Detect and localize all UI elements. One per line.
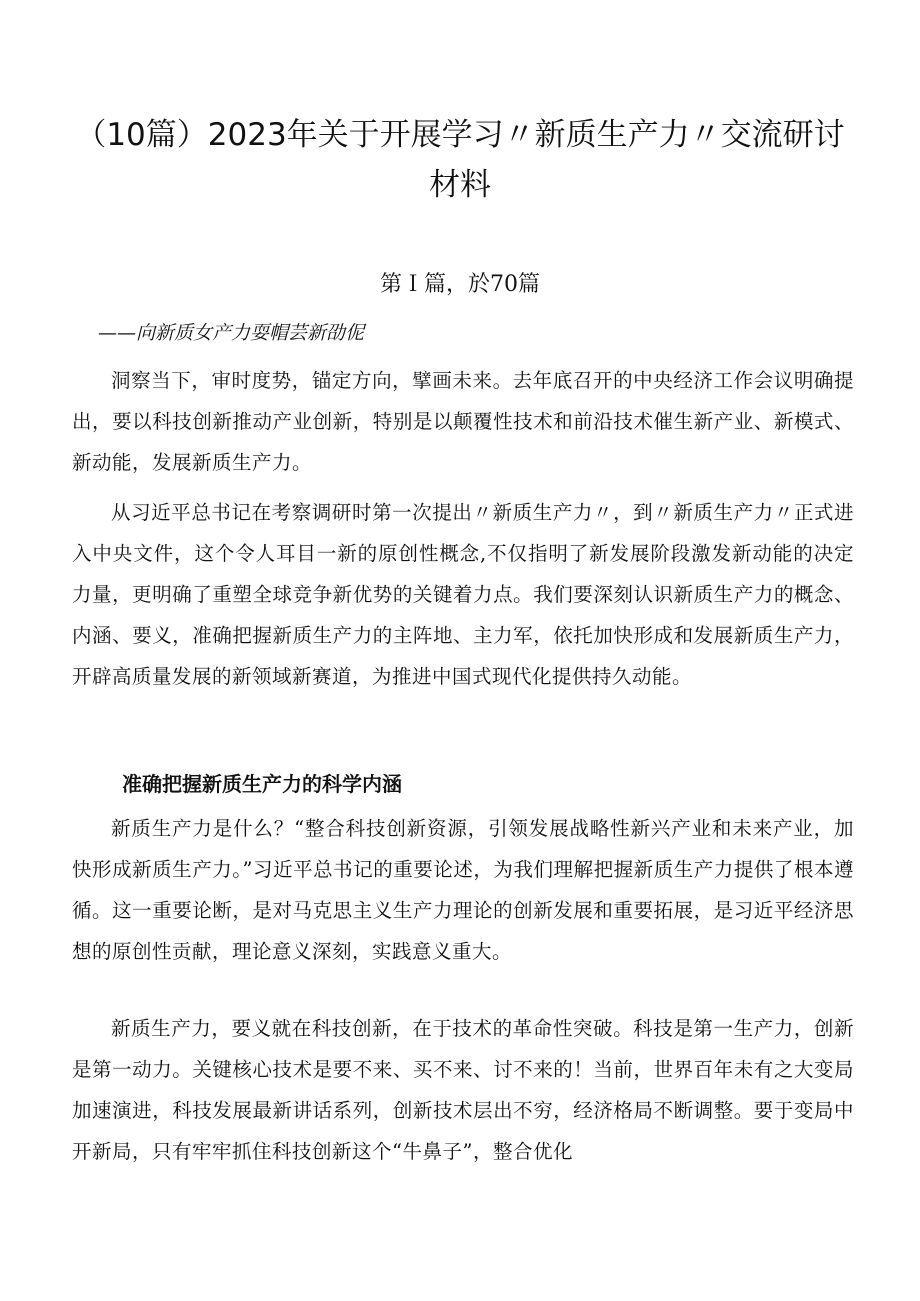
subheading-scientific-connotation: 准确把握新质生产力的科学内涵 [122, 772, 402, 796]
paragraph-4: 新质生产力，要义就在科技创新，在于技术的革命性突破。科技是第一生产力，创新是第一动力。关键核心技术是要不来、买不来、讨不来的！当前，世界百年未有之大变局加速演进，科技发展最新讲话系列，创新技术层出不穷，经济格局不断调整。要于变局中开新局，只有牢牢抓住科技创新这个“牛鼻子”，整合优化 [72, 1017, 854, 1163]
paragraph-2: 从习近平总书记在考察调研时第一次提出〃新质生产力〃，到〃新质生产力〃正式进入中央文件，这个令人耳目一新的原创性概念,不仅指明了新发展阶段激发新动能的决定力量，更明确了重塑全球竞争新优势的关键着力点。我们要深刻认识新质生产力的概念、内涵、要义，准确把握新质生产力的主阵地、主力军，依托加快形成和发展新质生产力，开辟高质量发展的新领域新赛道，为推进中国式现代化提供持久动能。 [72, 501, 854, 688]
document-title: （10篇）2023年关于开展学习〃新质生产力〃交流研讨材料 [75, 117, 845, 203]
paragraph-3: 新质生产力是什么？“整合科技创新资源，引领发展战略性新兴产业和未来产业，加快形成新质生产力。”习近平总书记的重要论述，为我们理解把握新质生产力提供了根本遵循。这一重要论断，是对马克思主义生产力理论的创新发展和重要拓展，是习近平经济思想的原创性贡献，理论意义深刻，实践意义重大。 [72, 817, 854, 963]
paragraph-1: 洞察当下，审时度势，锚定方向，擘画未来。去年底召开的中央经济工作会议明确提出，要以科技创新推动产业创新，特别是以颠覆性技术和前沿技术催生新产业、新模式、新动能，发展新质生产力。 [72, 369, 854, 474]
article-subtitle: ——向新质女产力耍帽芸新劭伲 [98, 322, 365, 344]
section-heading: 第Ｉ篇，於70篇 [380, 272, 540, 297]
